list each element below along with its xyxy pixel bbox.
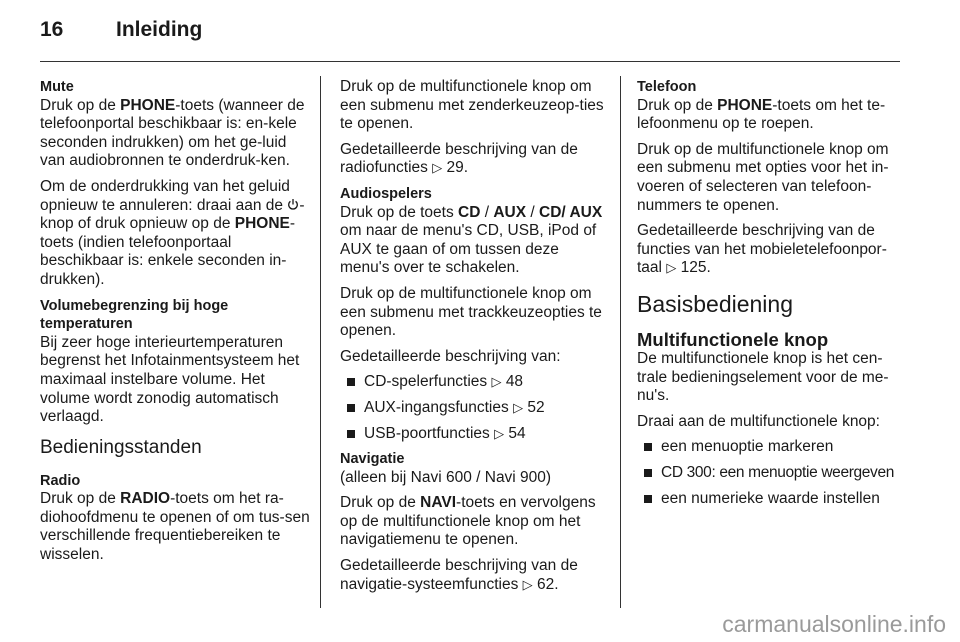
page-ref-arrow-icon: ▷ — [432, 160, 443, 176]
radio-text-a: Druk op de — [40, 490, 121, 508]
audio-text-b: om naar de menu's CD, USB, iPod of AUX te gaan of om tussen deze menu's over te schakelen. — [340, 222, 597, 277]
nav-text-a: Druk op de — [340, 494, 421, 512]
page-ref-arrow-icon: ▷ — [494, 425, 505, 441]
telephone-text-b: -toets om het te-lefoonmenu op te roepen. — [637, 96, 886, 133]
mute-text-b: -toets (wanneer de telefoonportal beschikbaar is: en-kele seconden indrukken) om het ge-luid van audiobronnen te onderdruk-ken. — [40, 96, 305, 170]
nav-section — [340, 450, 612, 487]
list-item-text: CD-spelerfuncties — [364, 373, 492, 391]
telephone-functions-text: Gedetailleerde beschrijving van de functies van het mobieletelefoonpor-taal — [637, 222, 887, 277]
telephone-submenu-text: Druk op de multifunctionele knop om een submenu met opties voor het in-voeren of selecteren van telefoon-nummers te openen. — [637, 140, 889, 214]
volume-section — [40, 297, 312, 427]
audio-text-a: Druk op de toets — [340, 203, 459, 221]
list-item-text: een menuoptie markeren — [661, 438, 834, 456]
volume-title: Volumebegrenzing bij hoge temperaturen — [40, 297, 229, 333]
page-ref-arrow-icon: ▷ — [522, 576, 533, 592]
list-item-text: USB-poortfuncties — [364, 424, 495, 442]
list-item — [340, 399, 612, 418]
page-ref-arrow-icon: ▷ — [491, 374, 502, 390]
column-1 — [40, 78, 312, 572]
multifunction-rotate-intro: Draai aan de multifunctionele knop: — [637, 412, 880, 430]
list-item-text: CD 300: een menuoptie weergeven — [661, 463, 895, 481]
list-item — [637, 438, 909, 457]
radio-section — [40, 472, 312, 565]
list-item-text: AUX-ingangsfuncties — [364, 398, 514, 416]
list-item-page: 48 — [505, 373, 524, 391]
volume-text: Bij zeer hoge interieurtemperaturen begrenst het Infotainmentsysteem het maximaal instelbare volume. Het volume wordt zonodig automatisch verlaagd. — [40, 333, 300, 426]
cd-key-label: CD — [458, 203, 481, 221]
nav-text-b: -toets en vervolgens op de multifunctionele knop om het navigatiemenu te openen. — [340, 494, 596, 549]
column-divider-1 — [320, 76, 321, 608]
list-item-page: 52 — [527, 398, 545, 416]
phone-key-label-2: PHONE — [234, 215, 290, 233]
radio-functions-text: Gedetailleerde beschrijving van de radiofuncties — [340, 140, 578, 177]
phone-key-label: PHONE — [120, 96, 176, 114]
nav-title: Navigatie — [340, 451, 405, 468]
audio-submenu-text: Druk op de multifunctionele knop om een submenu met trackkeuzeopties te openen. — [340, 284, 602, 340]
mute-text-a: Druk op de — [40, 96, 121, 114]
bullet-square-icon — [347, 378, 355, 386]
radio-functions-ref — [340, 141, 612, 178]
multifunction-list — [637, 438, 909, 508]
radio-key-label: RADIO — [120, 490, 171, 508]
audio-title: Audiospelers — [340, 185, 432, 202]
aux-key-label: AUX — [493, 203, 527, 221]
page-ref-arrow-icon: ▷ — [513, 399, 524, 415]
radio-title: Radio — [40, 472, 81, 489]
mute-title: Mute — [40, 79, 74, 95]
telephone-text-a: Druk op de — [637, 96, 718, 114]
list-item-text: een numerieke waarde instellen — [661, 489, 880, 507]
audio-functions-list — [340, 373, 612, 443]
telephone-title: Telefoon — [637, 79, 697, 95]
phone-key-label-3: PHONE — [717, 96, 773, 114]
nav-functions-text: Gedetailleerde beschrijving van de navigatie-systeemfuncties — [340, 557, 578, 593]
page-ref-arrow-icon: ▷ — [666, 260, 677, 276]
cd-aux-key-label: CD/ AUX — [539, 203, 603, 221]
header-rule — [40, 61, 900, 62]
navi-key-label: NAVI — [420, 494, 457, 512]
radio-functions-page: 29. — [446, 159, 469, 177]
mute-section — [40, 78, 312, 171]
bullet-square-icon — [347, 430, 355, 438]
mute-cancel-text-b: -knop of druk opnieuw op de — [40, 196, 305, 233]
nav-functions-page: 62. — [536, 575, 559, 593]
audio-detail-intro: Gedetailleerde beschrijving van: — [340, 347, 561, 365]
power-knob-icon — [287, 198, 299, 211]
radio-submenu-text: Druk op de multifunctionele knop om een submenu met zenderkeuzeop-ties te openen. — [340, 78, 604, 133]
list-item-page: 54 — [508, 424, 526, 442]
watermark: carmanualsonline.info — [722, 611, 946, 637]
column-2 — [340, 78, 612, 601]
telephone-functions-page: 125. — [680, 259, 711, 277]
bullet-square-icon — [644, 495, 652, 503]
telephone-section — [637, 78, 909, 134]
mute-cancel-text-a: Om de onderdrukking van het geluid opnieuw te annuleren: draai aan de — [40, 177, 290, 214]
section-heading-bedieningsstanden: Bedieningsstanden — [40, 436, 202, 458]
column-divider-2 — [620, 76, 621, 608]
list-item — [340, 425, 612, 444]
bullet-square-icon — [644, 443, 652, 451]
mute-cancel-text-c: -toets (indien telefoonportaal beschikbaar is: enkele seconden in-drukken). — [40, 215, 296, 288]
list-item — [340, 373, 612, 392]
nav-note: (alleen bij Navi 600 / Navi 900) — [340, 468, 552, 486]
multifunction-title: Multifunctionele knop — [637, 328, 829, 350]
bullet-square-icon — [644, 469, 652, 477]
bullet-square-icon — [347, 404, 355, 412]
audio-section — [340, 185, 612, 278]
mute-cancel-paragraph — [40, 178, 312, 290]
nav-functions-ref — [340, 557, 612, 594]
column-3 — [637, 78, 909, 515]
audio-sep-1: / — [480, 203, 494, 221]
telephone-functions-ref — [637, 222, 909, 278]
page-title: Inleiding — [116, 18, 203, 41]
list-item — [637, 490, 909, 509]
nav-instructions — [340, 494, 612, 550]
audio-sep-2: / — [526, 203, 540, 221]
multifunction-text: De multifunctionele knop is het cen-trale bedieningselement voor de me-nu's. — [637, 349, 889, 405]
page-number: 16 — [40, 18, 64, 41]
main-heading-basisbediening: Basisbediening — [637, 290, 794, 317]
multifunction-section — [637, 330, 909, 406]
list-item — [637, 464, 909, 483]
radio-text-b: -toets om het ra-diohoofdmenu te openen of om tus-sen verschillende frequentiebereiken te wisselen. — [40, 490, 310, 564]
